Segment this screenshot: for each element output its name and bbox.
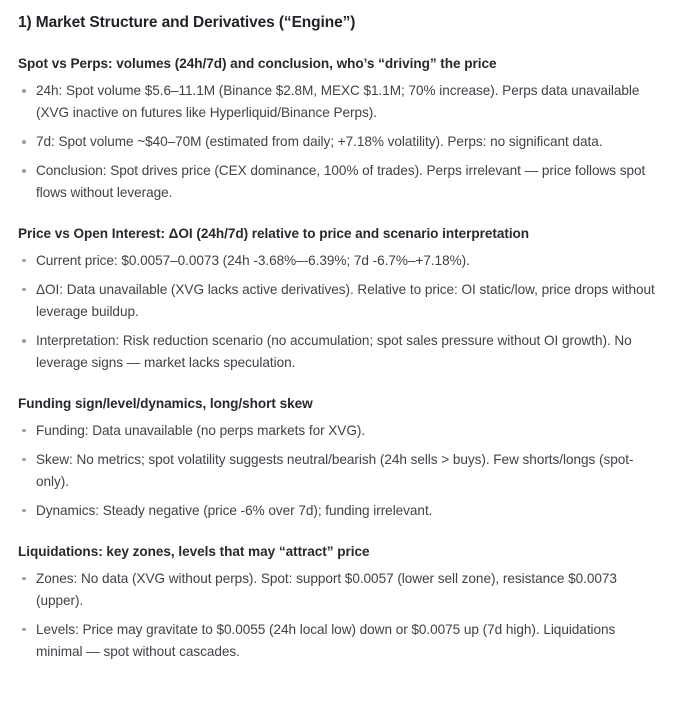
bullet-list — [18, 80, 656, 204]
list-item — [18, 250, 656, 272]
list-item — [18, 80, 656, 124]
bullet-dot-icon — [22, 628, 26, 632]
bullet-dot-icon — [22, 458, 26, 462]
list-item — [18, 330, 656, 374]
list-item-text: 24h: Spot volume $5.6–11.1M (Binance $2.8M, MEXC $1.1M; 70% increase). Perps data unavailable (XVG inactive on futures like Hyperliquid/Binance Perps). — [36, 83, 640, 121]
bullet-dot-icon — [22, 169, 26, 173]
list-item-text: Dynamics: Steady negative (price -6% over 7d); funding irrelevant. — [36, 502, 433, 518]
list-item — [18, 131, 656, 153]
list-item-text: Current price: $0.0057–0.0073 (24h -3.68%–-6.39%; 7d -6.7%–+7.18%). — [36, 252, 470, 268]
content-section — [18, 224, 656, 374]
bullet-dot-icon — [22, 339, 26, 343]
list-item-text: Conclusion: Spot drives price (CEX dominance, 100% of trades). Perps irrelevant — price follows spot flows without leverage. — [36, 163, 646, 201]
list-item-text: Funding: Data unavailable (no perps markets for XVG). — [36, 422, 366, 438]
list-item — [18, 420, 656, 442]
list-item — [18, 160, 656, 204]
bullet-dot-icon — [22, 288, 26, 292]
bullet-list — [18, 420, 656, 522]
list-item-text: Zones: No data (XVG without perps). Spot: support $0.0057 (lower sell zone), resistance $0.0073 (upper). — [36, 570, 617, 608]
list-item-text: Skew: No metrics; spot volatility suggests neutral/bearish (24h sells > buys). Few shorts/longs (spot-only). — [36, 451, 634, 489]
list-item — [18, 619, 656, 663]
list-item — [18, 568, 656, 612]
list-item — [18, 500, 656, 522]
bullet-dot-icon — [22, 429, 26, 433]
list-item-text: Levels: Price may gravitate to $0.0055 (24h local low) down or $0.0075 up (7d high). Liquidations minimal — spot without cascades. — [36, 621, 616, 659]
list-item-text: ΔOI: Data unavailable (XVG lacks active derivatives). Relative to price: OI static/low, price drops without leverage buildup. — [36, 281, 655, 319]
section-heading: Price vs Open Interest: ΔOI (24h/7d) relative to price and scenario interpretation — [18, 226, 530, 242]
bullet-dot-icon — [22, 259, 26, 263]
bullet-dot-icon — [22, 577, 26, 581]
section-heading: Liquidations: key zones, levels that may “attract” price — [18, 543, 370, 559]
bullet-list — [18, 568, 656, 663]
list-item-text: 7d: Spot volume ~$40–70M (estimated from daily; +7.18% volatility). Perps: no significant data. — [36, 134, 603, 150]
list-item — [18, 279, 656, 323]
content-section — [18, 54, 656, 204]
content-section — [18, 394, 656, 522]
sections-container — [18, 54, 656, 662]
bullet-list — [18, 250, 656, 374]
content-section — [18, 542, 656, 663]
page-title: 1) Market Structure and Derivatives (“Engine”) — [18, 14, 356, 31]
list-item-text: Interpretation: Risk reduction scenario (no accumulation; spot sales pressure without OI growth). No leverage signs — market lacks speculation. — [36, 333, 632, 371]
list-item — [18, 449, 656, 493]
section-heading: Funding sign/level/dynamics, long/short skew — [18, 396, 313, 412]
bullet-dot-icon — [22, 509, 26, 513]
bullet-dot-icon — [22, 89, 26, 93]
bullet-dot-icon — [22, 140, 26, 144]
section-heading: Spot vs Perps: volumes (24h/7d) and conclusion, who’s “driving” the price — [18, 56, 497, 72]
